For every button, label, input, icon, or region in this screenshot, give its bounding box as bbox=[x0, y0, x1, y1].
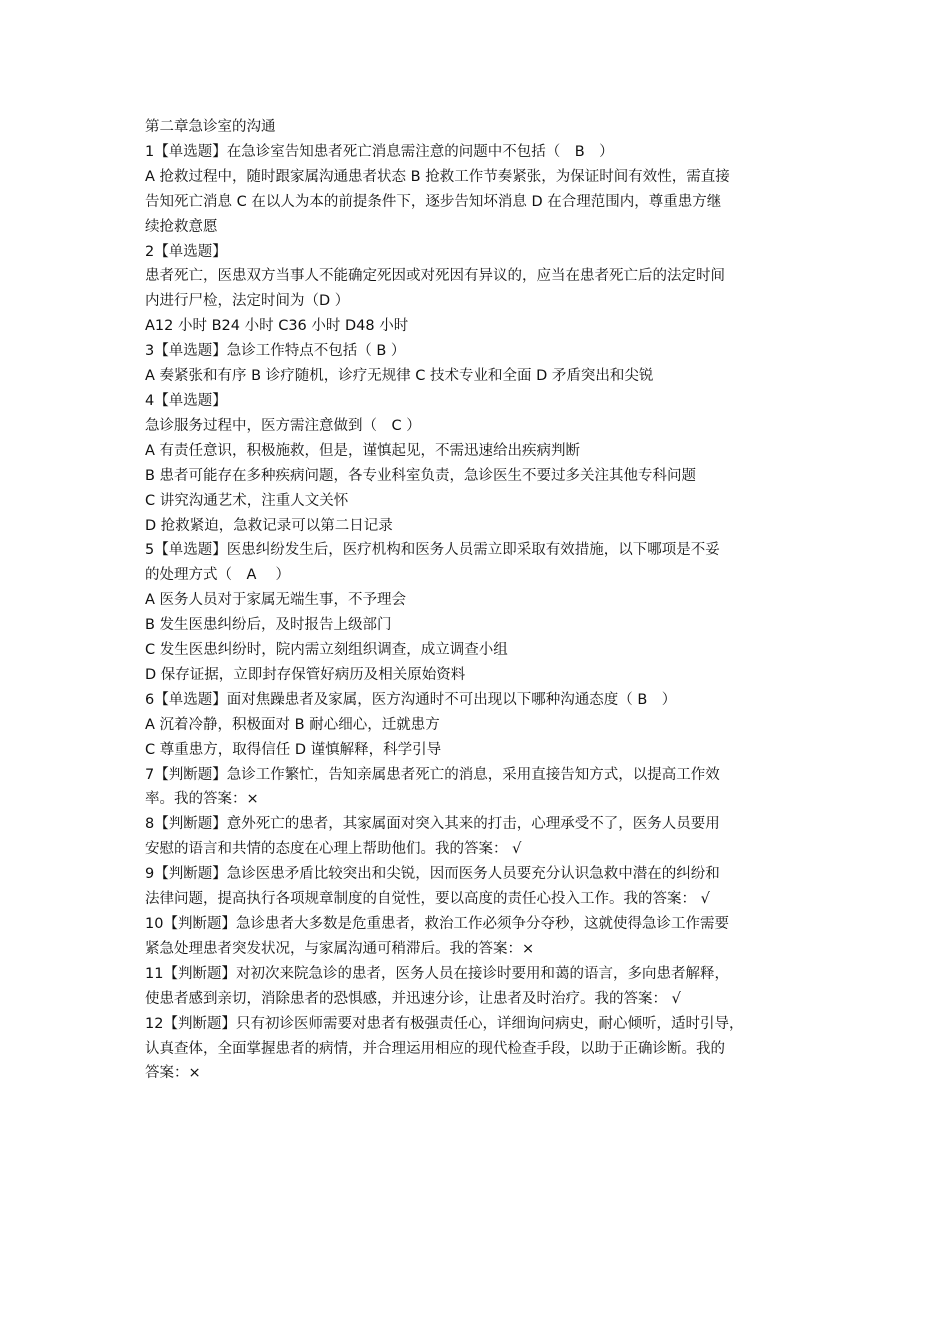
text-line: 认真查体，全面掌握患者的病情，并合理运用相应的现代检查手段，以助于正确诊断。我的 bbox=[145, 1040, 725, 1057]
text-line: 3【单选题】急诊工作特点不包括（ B ） bbox=[145, 343, 406, 360]
text-line: 患者死亡，医患双方当事人不能确定死因或对死因有异议的，应当在患者死亡后的法定时间 bbox=[145, 268, 725, 285]
text-line: 率。我的答案：× bbox=[145, 791, 259, 808]
text-line: 使患者感到亲切，消除患者的恐惧感，并迅速分诊，让患者及时治疗。我的答案： √ bbox=[145, 990, 681, 1007]
text-line: 安慰的语言和共情的态度在心理上帮助他们。我的答案： √ bbox=[145, 841, 522, 858]
text-line: 11【判断题】对初次来院急诊的患者，医务人员在接诊时要用和蔼的语言，多向患者解释， bbox=[145, 965, 729, 982]
text-line: A 沉着冷静，积极面对 B 耐心细心，迁就患方 bbox=[145, 716, 440, 733]
text-line: B 患者可能存在多种疾病问题，各专业科室负责，急诊医生不要过多关注其他专科问题 bbox=[145, 467, 697, 484]
document-body bbox=[145, 115, 810, 1086]
text-line: A 医务人员对于家属无端生事，不予理会 bbox=[145, 592, 407, 609]
text-line: C 发生医患纠纷时，院内需立刻组织调查，成立调查小组 bbox=[145, 642, 508, 659]
text-line: 2【单选题】 bbox=[145, 243, 227, 260]
text-line: 急诊服务过程中，医方需注意做到（ C ） bbox=[145, 417, 421, 434]
text-line: 法律问题，提高执行各项规章制度的自觉性，要以高度的责任心投入工作。我的答案： √ bbox=[145, 891, 710, 908]
text-line: B 发生医患纠纷后，及时报告上级部门 bbox=[145, 617, 392, 634]
text-line: C 讲究沟通艺术，注重人文关怀 bbox=[145, 492, 349, 509]
text-line: 6【单选题】面对焦躁患者及家属，医方沟通时不可出现以下哪种沟通态度（ B ） bbox=[145, 691, 677, 708]
text-line: D 保存证据，立即封存保管好病历及相关原始资料 bbox=[145, 666, 466, 683]
document-title: 第二章急诊室的沟通 bbox=[145, 119, 276, 135]
text-line: 7【判断题】急诊工作繁忙，告知亲属患者死亡的消息，采用直接告知方式，以提高工作效 bbox=[145, 766, 720, 783]
text-line: A 抢救过程中，随时跟家属沟通患者状态 B 抢救工作节奏紧张，为保证时间有效性，需直接 bbox=[145, 168, 730, 185]
text-line: 4【单选题】 bbox=[145, 392, 227, 409]
text-line: 9【判断题】急诊医患矛盾比较突出和尖锐，因而医务人员要充分认识急救中潜在的纠纷和 bbox=[145, 866, 720, 883]
text-line: 1【单选题】在急诊室告知患者死亡消息需注意的问题中不包括（ B ） bbox=[145, 143, 614, 160]
text-line: 8【判断题】意外死亡的患者，其家属面对突入其来的打击，心理承受不了，医务人员要用 bbox=[145, 816, 720, 833]
text-line: A 有责任意识，积极施救，但是，谨慎起见，不需迅速给出疾病判断 bbox=[145, 442, 581, 459]
text-line: 紧急处理患者突发状况，与家属沟通可稍滞后。我的答案：× bbox=[145, 940, 535, 957]
text-line: 12【判断题】只有初诊医师需要对患者有极强责任心，详细询问病史，耐心倾听，适时引导， bbox=[145, 1015, 744, 1032]
text-line: 10【判断题】急诊患者大多数是危重患者，救治工作必须争分夺秒，这就使得急诊工作需要 bbox=[145, 916, 729, 932]
text-line: A 奏紧张和有序 B 诊疗随机，诊疗无规律 C 技术专业和全面 D 矛盾突出和尖锐 bbox=[145, 368, 654, 385]
text-line: 告知死亡消息 C 在以人为本的前提条件下，逐步告知坏消息 D 在合理范围内，尊重患方继 bbox=[145, 193, 722, 210]
text-line: 答案：× bbox=[145, 1065, 201, 1082]
text-line: 的处理方式（ A ） bbox=[145, 567, 291, 584]
text-line: 内进行尸检，法定时间为（D ） bbox=[145, 293, 350, 310]
text-line: 续抢救意愿 bbox=[145, 218, 218, 235]
text-line: C 尊重患方，取得信任 D 谨慎解释，科学引导 bbox=[145, 741, 442, 758]
text-line: A12 小时 B24 小时 C36 小时 D48 小时 bbox=[145, 318, 409, 335]
question-list bbox=[145, 140, 810, 1086]
text-line: 5【单选题】医患纠纷发生后，医疗机构和医务人员需立即采取有效措施，以下哪项是不妥 bbox=[145, 542, 720, 559]
text-line: D 抢救紧迫，急救记录可以第二日记录 bbox=[145, 517, 393, 534]
